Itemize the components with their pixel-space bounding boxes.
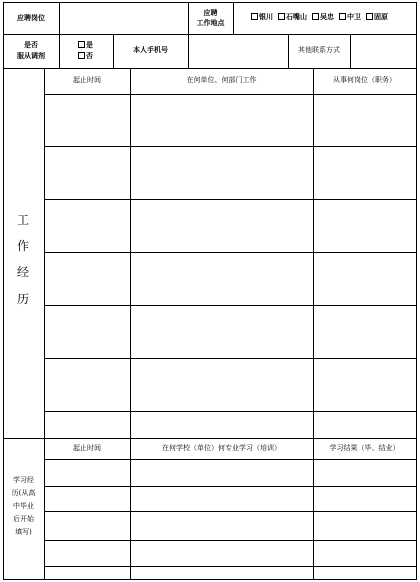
work-cell-employer[interactable] bbox=[131, 253, 313, 305]
work-col-employer: 在何单位、何部门工作 bbox=[186, 76, 257, 84]
work-col-period: 起止时间 bbox=[73, 76, 101, 84]
work-col-position: 从事何岗位（职务） bbox=[333, 76, 396, 84]
work-cell-position[interactable] bbox=[314, 253, 416, 305]
work-cell-position[interactable] bbox=[314, 95, 416, 146]
checkbox-icon[interactable] bbox=[366, 13, 373, 20]
other-contact-field[interactable] bbox=[351, 35, 416, 68]
work-cell-period[interactable] bbox=[45, 306, 130, 358]
work-location-label-line1: 应聘 bbox=[203, 9, 218, 17]
work-cell-position[interactable] bbox=[314, 359, 416, 411]
work-cell-period[interactable] bbox=[45, 147, 130, 199]
study-cell-result[interactable] bbox=[314, 512, 416, 540]
work-location-label-line2: 工作地点 bbox=[196, 19, 225, 27]
checkbox-icon[interactable] bbox=[278, 13, 285, 20]
adjust-label-line1: 是否 bbox=[24, 41, 38, 49]
study-cell-school[interactable] bbox=[131, 512, 313, 540]
work-cell-employer[interactable] bbox=[131, 306, 313, 358]
other-contact-label: 其他联系方式 bbox=[298, 46, 340, 54]
work-cell-period[interactable] bbox=[45, 253, 130, 305]
study-cell-period[interactable] bbox=[45, 512, 130, 540]
adjust-option-yes[interactable]: 是 bbox=[78, 41, 93, 50]
work-cell-period[interactable] bbox=[45, 95, 130, 146]
study-cell-school[interactable] bbox=[131, 541, 313, 566]
adjust-option-no[interactable]: 否 bbox=[78, 52, 93, 61]
checkbox-icon[interactable] bbox=[251, 13, 258, 20]
phone-field[interactable] bbox=[189, 35, 288, 68]
location-options bbox=[251, 13, 393, 22]
study-title-line: 历(从高 bbox=[11, 489, 36, 497]
work-cell-period[interactable] bbox=[45, 412, 130, 438]
work-experience-title-char: 经 bbox=[16, 265, 29, 279]
study-cell-result[interactable] bbox=[314, 487, 416, 511]
work-cell-position[interactable] bbox=[314, 412, 416, 438]
location-option-yinchuan[interactable]: 银川 bbox=[251, 13, 273, 21]
work-experience-title-char: 历 bbox=[16, 292, 29, 306]
location-option-shizuishan[interactable]: 石嘴山 bbox=[278, 13, 307, 21]
study-cell-result[interactable] bbox=[314, 541, 416, 566]
study-cell-result[interactable] bbox=[314, 567, 416, 579]
location-option-zhongwei[interactable]: 中卫 bbox=[339, 13, 361, 21]
work-cell-employer[interactable] bbox=[131, 147, 313, 199]
applied-position-field[interactable] bbox=[60, 3, 188, 34]
study-title-line: 后开始 bbox=[13, 515, 34, 523]
work-cell-position[interactable] bbox=[314, 200, 416, 252]
applied-position-label: 应聘岗位 bbox=[17, 14, 45, 22]
study-cell-school[interactable] bbox=[131, 487, 313, 511]
study-cell-period[interactable] bbox=[45, 541, 130, 566]
study-title-line: 中毕业 bbox=[13, 502, 34, 510]
work-cell-employer[interactable] bbox=[131, 359, 313, 411]
study-cell-period[interactable] bbox=[45, 487, 130, 511]
work-experience-title-char: 作 bbox=[16, 239, 29, 253]
work-cell-position[interactable] bbox=[314, 306, 416, 358]
study-cell-school[interactable] bbox=[131, 460, 313, 486]
checkbox-icon[interactable] bbox=[339, 13, 346, 20]
checkbox-icon[interactable] bbox=[78, 52, 85, 59]
adjust-label-line2: 服从调剂 bbox=[17, 52, 45, 60]
checkbox-icon[interactable] bbox=[78, 41, 85, 48]
work-cell-period[interactable] bbox=[45, 200, 130, 252]
study-cell-period[interactable] bbox=[45, 567, 130, 579]
study-col-period: 起止时间 bbox=[73, 444, 101, 452]
study-cell-school[interactable] bbox=[131, 567, 313, 579]
work-experience-title-char: 工 bbox=[16, 213, 29, 227]
work-cell-employer[interactable] bbox=[131, 412, 313, 438]
study-cell-result[interactable] bbox=[314, 460, 416, 486]
work-cell-employer[interactable] bbox=[131, 95, 313, 146]
work-cell-period[interactable] bbox=[45, 359, 130, 411]
work-cell-employer[interactable] bbox=[131, 200, 313, 252]
study-cell-period[interactable] bbox=[45, 460, 130, 486]
location-option-guyuan[interactable]: 固原 bbox=[366, 13, 388, 21]
location-option-wuzhong[interactable]: 吴忠 bbox=[312, 13, 334, 21]
phone-label: 本人手机号 bbox=[133, 46, 168, 54]
study-title-line: 学习经 bbox=[13, 476, 34, 484]
study-col-result: 学习结果（毕、结业） bbox=[329, 444, 400, 452]
checkbox-icon[interactable] bbox=[312, 13, 319, 20]
study-title-line: 填写) bbox=[15, 528, 32, 536]
work-cell-position[interactable] bbox=[314, 147, 416, 199]
study-col-school: 在何学校（单位）何专业学习（培训） bbox=[162, 444, 281, 452]
